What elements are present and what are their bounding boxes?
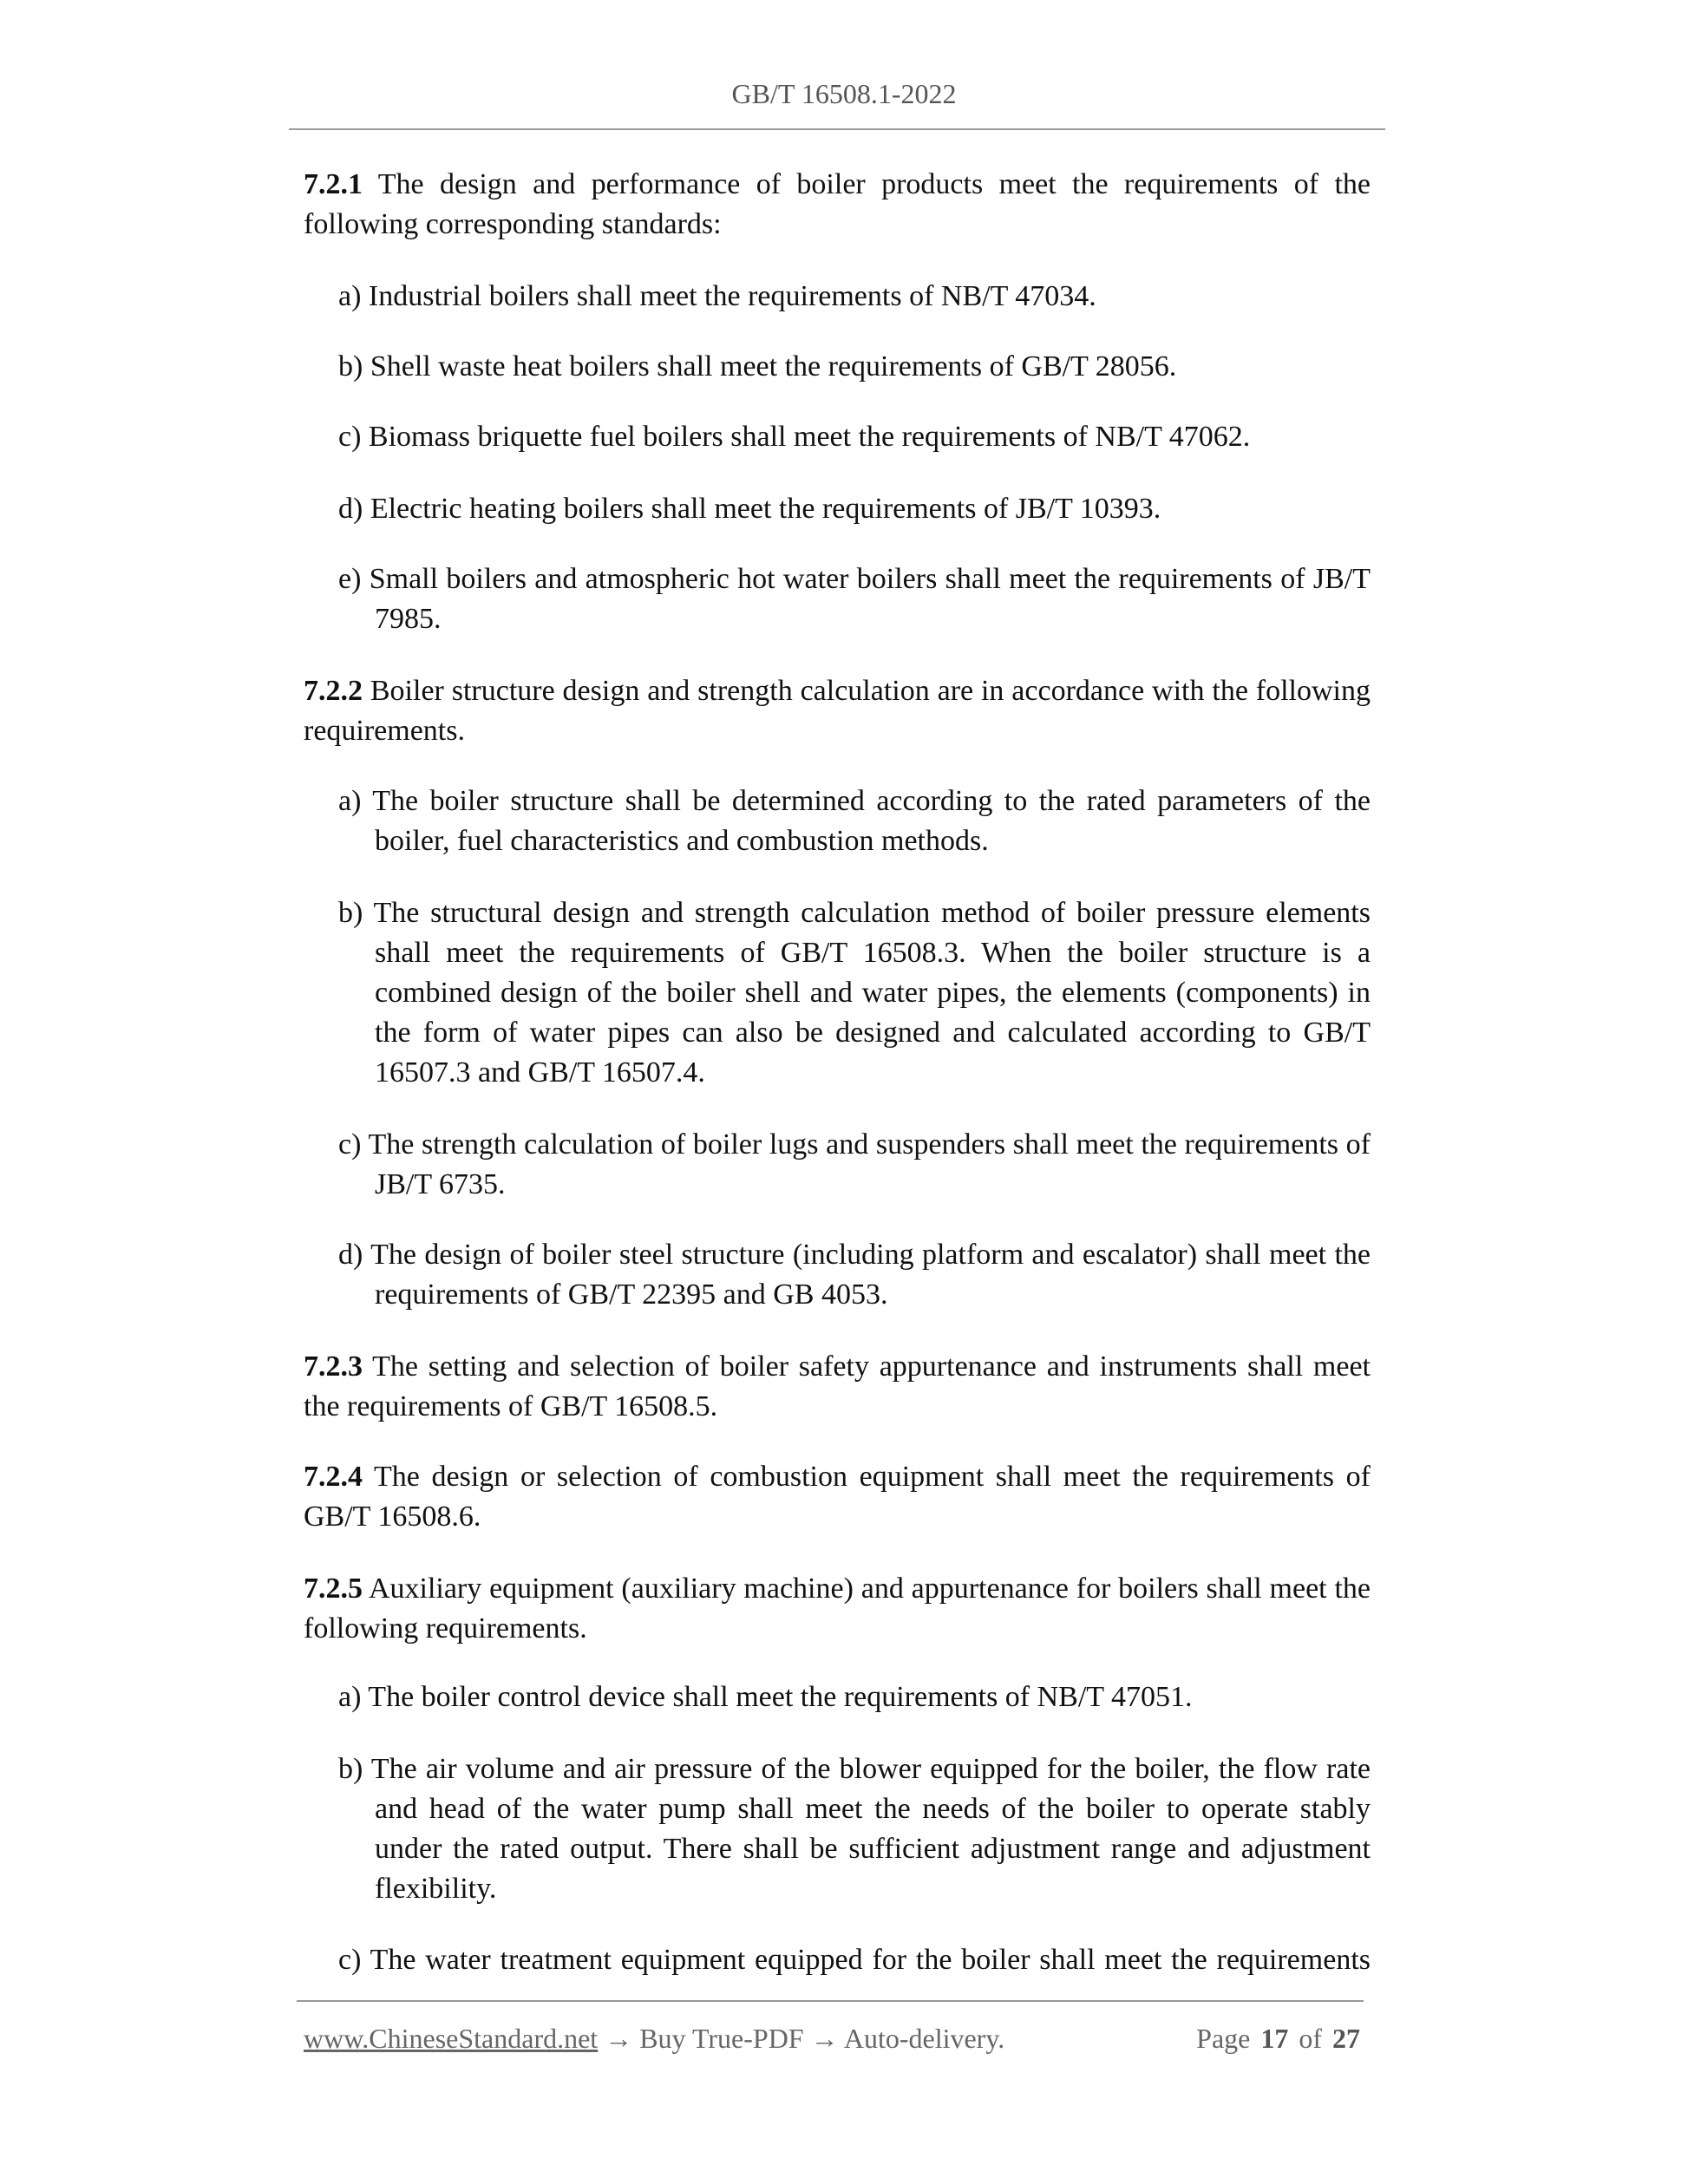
list-item: d) The design of boiler steel structure (including platform and escalator) shall meet the requirements of GB/T 22395 and GB 4053. [338,1239,1371,1311]
buy-pdf-text: Buy True-PDF [639,2023,804,2054]
section-text: The design or selection of combustion equipment shall meet the requirements of GB/T 16508.6. [304,1461,1371,1533]
section-text: Auxiliary equipment (auxiliary machine) and appurtenance for boilers shall meet the following requirements. [304,1573,1371,1645]
section-7-2-2 [304,671,1371,751]
section-number: 7.2.2 [304,675,363,707]
footer-divider [297,2000,1364,2002]
page-number [1196,2019,1360,2057]
list-item: a) The boiler structure shall be determined according to the rated parameters of the boiler, fuel characteristics and combustion methods. [338,785,1371,857]
section-number: 7.2.1 [304,168,363,200]
list-item: d) Electric heating boilers shall meet the requirements of JB/T 10393. [338,493,1161,525]
list-item: c) Biomass briquette fuel boilers shall meet the requirements of NB/T 47062. [338,421,1251,453]
total-pages: 27 [1332,2023,1360,2054]
current-page: 17 [1260,2023,1289,2054]
of-label: of [1299,2023,1322,2054]
auto-delivery-text: Auto-delivery. [843,2023,1005,2054]
section-7-2-5 [304,1569,1371,1649]
website-link[interactable]: www.ChineseStandard.net [304,2023,599,2054]
section-7-2-3 [304,1347,1371,1427]
section-text: The design and performance of boiler products meet the requirements of the following corresponding standards: [304,168,1371,240]
section-text: The setting and selection of boiler safety appurtenance and instruments shall meet the requirements of GB/T 16508.5. [304,1350,1371,1422]
arrow-right-icon: → [810,2023,839,2054]
header-divider [289,128,1385,130]
footer-left [304,2019,1004,2057]
section-number: 7.2.3 [304,1350,363,1383]
list-item: a) Industrial boilers shall meet the requirements of NB/T 47034. [338,280,1096,312]
list-item: c) The strength calculation of boiler lugs and suspenders shall meet the requirements of JB/T 6735. [338,1128,1371,1200]
section-number: 7.2.4 [304,1461,363,1493]
section-7-2-4 [304,1457,1371,1537]
section-text: Boiler structure design and strength calculation are in accordance with the following requirements. [304,675,1371,747]
list-item: c) The water treatment equipment equipped for the boiler shall meet the requirements [338,1944,1371,1976]
document-header: GB/T 16508.1-2022 [731,78,957,109]
list-item: b) Shell waste heat boilers shall meet the requirements of GB/T 28056. [338,350,1177,383]
arrow-right-icon: → [605,2023,633,2054]
list-item: b) The structural design and strength calculation method of boiler pressure elements shall meet the requirements of GB/T 16508.3. When the boiler structure is a combined design of the boiler shell and water pipes, the elements (components) in the form of water pipes can also be designed and calculated according to GB/T 16507.3 and GB/T 16507.4. [338,897,1371,1089]
section-number: 7.2.5 [304,1573,363,1605]
section-7-2-1 [304,165,1371,245]
list-item: e) Small boilers and atmospheric hot water boilers shall meet the requirements of JB/T 7985. [338,563,1371,635]
list-item: b) The air volume and air pressure of the blower equipped for the boiler, the flow rate and head of the water pump shall meet the needs of the boiler to operate stably under the rated output. There shall be sufficient adjustment range and adjustment flexibility. [338,1753,1371,1905]
page-label: Page [1196,2023,1251,2054]
list-item: a) The boiler control device shall meet the requirements of NB/T 47051. [338,1681,1193,1713]
